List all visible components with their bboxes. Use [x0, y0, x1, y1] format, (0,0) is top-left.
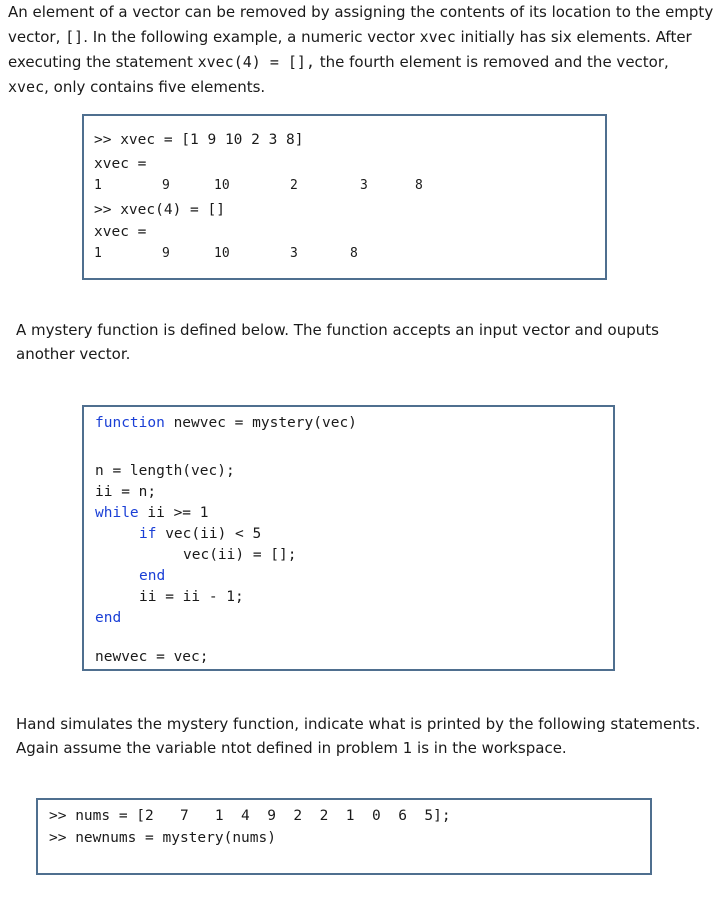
- keyword-while: while: [95, 505, 139, 521]
- example-row1-value: 3: [360, 178, 368, 193]
- function-code-box: [82, 405, 615, 671]
- intro-line-3: [8, 50, 669, 75]
- hand-sim-line-2: Again assume the variable ntot defined in problem 1 is in the workspace.: [16, 739, 567, 757]
- code-line-return: newvec = vec;: [95, 649, 209, 665]
- example-row1-value: 10: [214, 178, 230, 193]
- final-code-line-1: >> nums = [2 7 1 4 9 2 2 1 0 6 5];: [49, 808, 451, 824]
- intro-text: the fourth element is removed and the vector,: [315, 53, 669, 71]
- keyword-end-if: end: [139, 568, 166, 584]
- final-code-box: [36, 798, 652, 875]
- hand-sim-line-1: Hand simulates the mystery function, indicate what is printed by the following statements.: [16, 715, 701, 733]
- intro-line-1: An element of a vector can be removed by assigning the contents of its location to the empty: [8, 3, 714, 21]
- code-line-length: n = length(vec);: [95, 463, 235, 479]
- example-row2-value: 3: [290, 246, 298, 261]
- example-row1-value: 1: [94, 178, 102, 193]
- code-line-ii-init: ii = n;: [95, 484, 157, 500]
- code-line-decrement: ii = ii - 1;: [139, 589, 244, 605]
- code-line-if: [139, 526, 261, 542]
- final-code-line-2: >> newnums = mystery(nums): [49, 830, 276, 846]
- intro-line-4: [8, 75, 265, 100]
- example-row1-value: 9: [162, 178, 170, 193]
- example-row1-value: 2: [290, 178, 298, 193]
- intro-text: vector,: [8, 28, 66, 46]
- mystery-intro-line-2: another vector.: [16, 345, 131, 363]
- example-command-1: >> xvec = [1 9 10 2 3 8]: [94, 132, 304, 148]
- intro-line-2: [8, 25, 692, 50]
- example-row2-value: 10: [214, 246, 230, 261]
- keyword-if: if: [139, 526, 157, 542]
- example-output-label-1: xvec =: [94, 156, 147, 172]
- intro-code: xvec: [419, 28, 456, 46]
- example-row1-value: 8: [415, 178, 423, 193]
- example-row2-value: 8: [350, 246, 358, 261]
- intro-code: xvec(4) = [],: [197, 53, 315, 71]
- intro-text: , only contains five elements.: [44, 78, 266, 96]
- while-cond: ii >= 1: [138, 505, 209, 521]
- intro-text: initially has six elements. After: [455, 28, 692, 46]
- example-code-box: [82, 114, 607, 280]
- function-signature: [95, 415, 357, 431]
- if-cond: vec(ii) < 5: [156, 526, 262, 542]
- example-output-label-2: xvec =: [94, 224, 147, 240]
- example-row2-value: 9: [162, 246, 170, 261]
- code-line-while: [95, 505, 209, 521]
- mystery-intro-line-1: A mystery function is defined below. The function accepts an input vector and ouputs: [16, 321, 659, 339]
- code-line-remove: vec(ii) = [];: [183, 547, 297, 563]
- signature-text: newvec = mystery(vec): [164, 415, 357, 431]
- intro-code: xvec: [8, 78, 45, 96]
- intro-text: executing the statement: [8, 53, 198, 71]
- intro-text: . In the following example, a numeric vector: [83, 28, 420, 46]
- intro-code: []: [65, 28, 84, 46]
- keyword-function: function: [95, 415, 165, 431]
- example-command-2: >> xvec(4) = []: [94, 202, 225, 218]
- keyword-end-while: end: [95, 610, 122, 626]
- example-row2-value: 1: [94, 246, 102, 261]
